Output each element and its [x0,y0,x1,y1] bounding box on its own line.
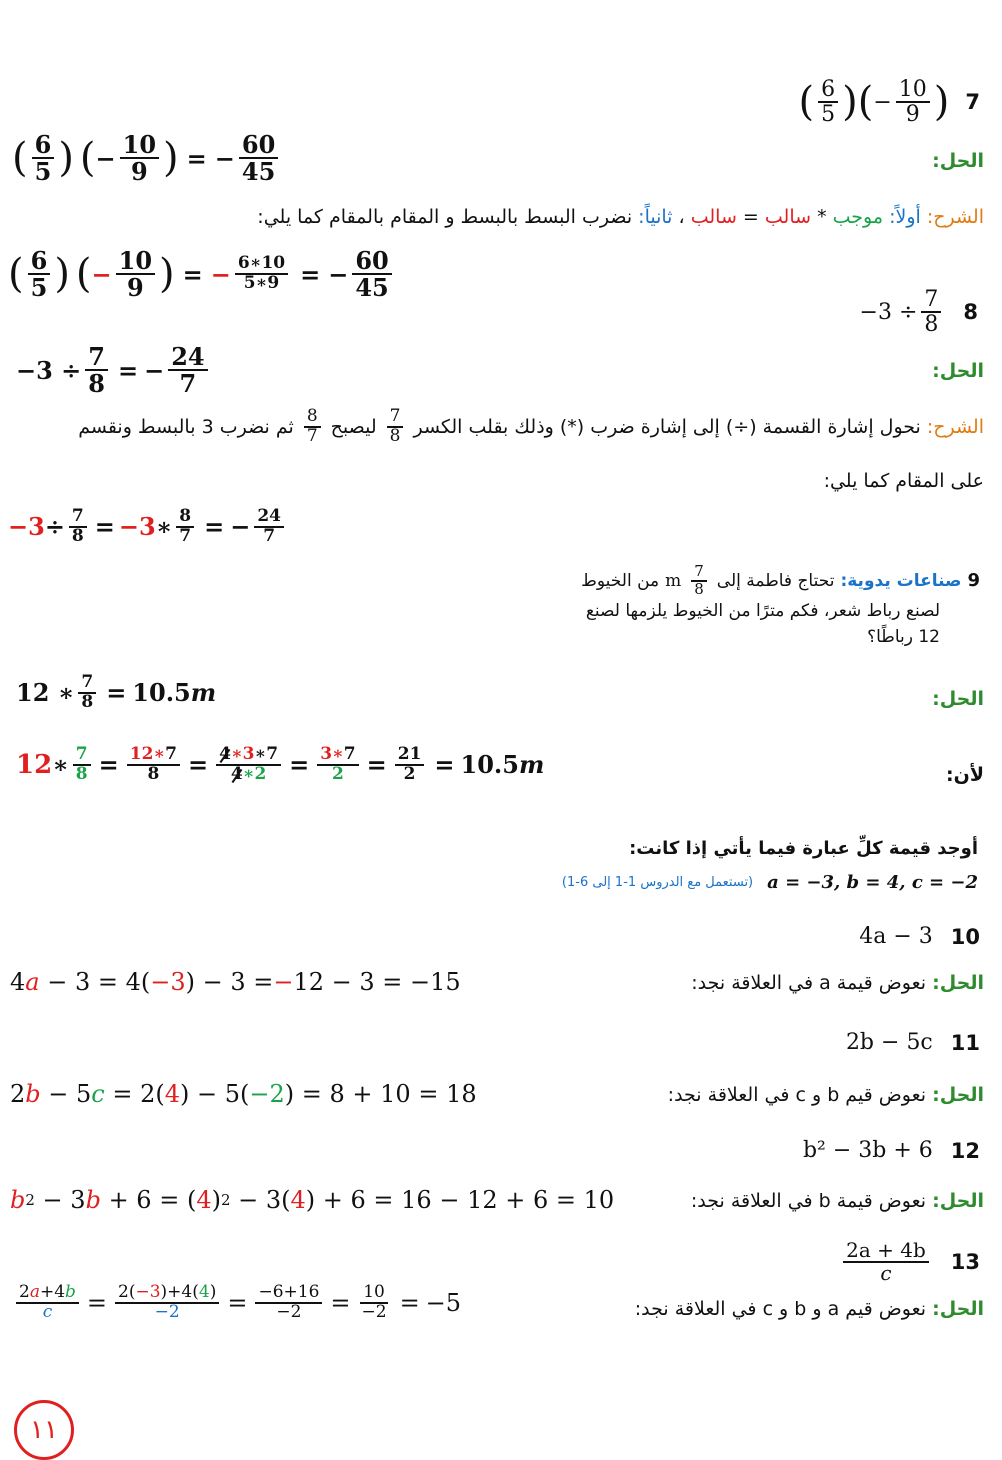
q12-solution-equation: b 2 − 3 b + 6 = ( 4 ) 2 − 3( 4 ) + 6 = 16 − 12 + 6 = 10 [10,1186,615,1214]
section-values: a = −3, b = 4, c = −2 [767,872,978,893]
q13-solution: الحل: نعوض قيم a و b و c في العلاقة نجد: [634,1298,984,1320]
q8-number: 8 [963,300,978,325]
q11-solution-equation: 2 b − 5 c = 2( 4 ) − 5( −2 ) = 8 + 10 = 18 [10,1080,477,1108]
q13-solution-equation: $\frac{2a+4b}{c}$ = $\frac{2(-3)+4(4)}{-2}$ = $\frac{-6+16}{-2}$ = $\frac{10}{-2}$ = −5 [12,1284,461,1322]
q8-explanation-line1: الشرح: نحول إشارة القسمة (÷) إلى إشارة ضرب (*) وذلك بقلب الكسر $\frac{7}{8}$ ليصبح $\frac{8}{7}$ ثم نضرب 3 بالبسط ونقسم [78,406,984,446]
section-note: (تستعمل مع الدروس 1-1 إلى 6-1) [561,875,754,890]
section-values-row [562,872,978,893]
q8-solution-label: الحل: [932,360,984,382]
q12-solution: الحل: نعوض قيمة b في العلاقة نجد: [690,1190,984,1212]
q7-problem: ( $\frac{6}{5}$ ) ( − $\frac{10}{9}$ ) 7 [798,77,980,128]
q8-solution-equation: −3 ÷ $\frac{7}{8}$ = − $\frac{24}{7}$ [16,344,212,396]
q9-because-equation: 12 ∗ $\frac{7}{8}$ = $\frac{12∗7}{8}$ = $\frac{4∗3∗7}{4∗2}$ = $\frac{3∗7}{2}$ = $\frac{21}{2}$ = 10.5 m [16,744,545,784]
q9-problem: 9 صناعات يدوية: تحتاج فاطمة إلى $\frac{7}{8}$ m من الخيوط لصنع رباط شعر، فكم مترًا من الخيوط يلزمها لصنع 12 رباطًا؟ [581,562,980,647]
q9-solution-equation: 12 ∗ $\frac{7}{8}$ = 10.5 m [16,672,217,712]
q13-problem: $\frac{2a + 4b}{c}$ 13 [839,1240,980,1284]
q10-problem: 4a − 3 10 [859,924,980,949]
q8-explanation-equation: −3 ÷ $\frac{7}{8}$ = −3 ∗ $\frac{8}{7}$ = − $\frac{24}{7}$ [8,508,288,546]
q7-number: 7 [965,90,980,115]
q12-problem: b² − 3b + 6 12 [802,1138,980,1163]
q11-solution: الحل: نعوض قيم b و c في العلاقة نجد: [667,1084,984,1106]
q7-explanation: الشرح: أولاً: موجب * سالب = سالب ، ثانياً: نضرب البسط بالبسط و المقام بالمقام كما يلي: [257,206,984,228]
q11-problem: 2b − 5c 11 [845,1030,980,1055]
q9-title: صناعات يدوية: [840,570,962,591]
q7-explanation-equation: ( $\frac{6}{5}$ ) ( − $\frac{10}{9}$ ) = − $\frac{6∗10}{5∗9}$ = − $\frac{60}{45}$ [8,248,396,300]
q10-solution: الحل: نعوض قيمة a في العلاقة نجد: [691,972,984,994]
q7-solution-label: الحل: [932,150,984,172]
q9-because-label: لأن: [946,764,984,786]
q8-problem: −3 ÷ $\frac{7}{8}$ 8 [859,287,978,338]
q10-number: 10 [950,924,980,949]
page-number: ١١ [14,1400,74,1460]
q9-number: 9 [967,569,980,591]
q12-number: 12 [950,1138,980,1163]
q10-solution-equation: 4 a − 3 = 4( −3 ) − 3 = − 12 − 3 = −15 [10,968,461,996]
q11-number: 11 [950,1030,980,1055]
section-title: أوجد قيمة كلِّ عبارة فيما يأتي إذا كانت: [629,838,978,859]
q8-explanation-line2: على المقام كما يلي: [823,470,984,492]
q9-solution-label: الحل: [932,688,984,710]
q13-number: 13 [950,1250,980,1274]
q7-solution-equation: ( $\frac{6}{5}$ ) ( − $\frac{10}{9}$ ) = − $\frac{60}{45}$ [12,132,282,184]
